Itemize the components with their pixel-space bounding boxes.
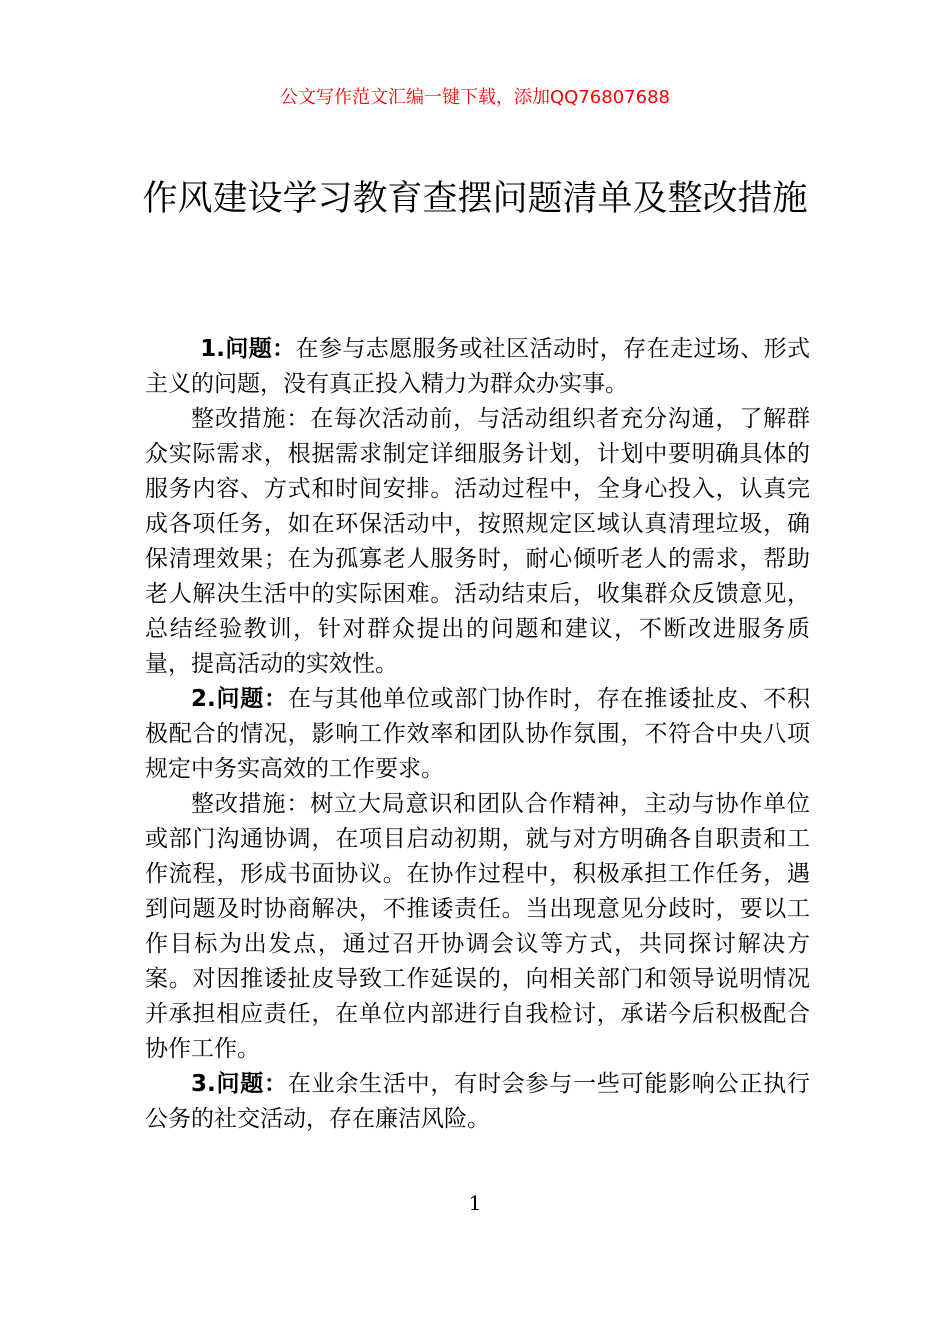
problem-paragraph-3 xyxy=(145,1067,810,1137)
problem-text-3: 在业余生活中，有时会参与一些可能影响公正执行公务的社交活动，存在廉洁风险。 xyxy=(145,1071,810,1132)
problem-label-1: 1.问题： xyxy=(200,336,296,362)
problem-paragraph-1 xyxy=(145,332,810,402)
problem-text-2: 在与其他单位或部门协作时，存在推诿扯皮、不积极配合的情况，影响工作效率和团队协作氛围，不符合中央八项规定中务实高效的工作要求。 xyxy=(145,686,810,782)
problem-label-2: 2.问题： xyxy=(191,686,288,712)
measure-paragraph-2: 整改措施：树立大局意识和团队合作精神，主动与协作单位或部门沟通协调，在项目启动初期，就与对方明确各自职责和工作流程，形成书面协议。在协作过程中，积极承担工作任务，遇到问题及时协商解决，不推诿责任。当出现意见分歧时，要以工作目标为出发点，通过召开协调会议等方式，共同探讨解决方案。对因推诿扯皮导致工作延误的，向相关部门和领导说明情况并承担相应责任，在单位内部进行自我检讨，承诺今后积极配合协作工作。 xyxy=(145,791,810,1062)
document-title: 作风建设学习教育查摆问题清单及整改措施 xyxy=(142,179,808,219)
document-body xyxy=(145,332,810,1137)
problem-label-3: 3.问题： xyxy=(191,1071,288,1097)
problem-paragraph-2 xyxy=(145,682,810,787)
measure-paragraph-1: 整改措施：在每次活动前，与活动组织者充分沟通，了解群众实际需求，根据需求制定详细服务计划，计划中要明确具体的服务内容、方式和时间安排。活动过程中，全身心投入，认真完成各项任务，如在环保活动中，按照规定区域认真清理垃圾，确保清理效果；在为孤寡老人服务时，耐心倾听老人的需求，帮助老人解决生活中的实际困难。活动结束后，收集群众反馈意见，总结经验教训，针对群众提出的问题和建议，不断改进服务质量，提高活动的实效性。 xyxy=(145,406,810,677)
page-number: 1 xyxy=(468,1191,482,1215)
download-banner: 公文写作范文汇编一键下载，添加QQ76807688 xyxy=(280,87,670,108)
problem-text-1: 在参与志愿服务或社区活动时，存在走过场、形式主义的问题，没有真正投入精力为群众办实事。 xyxy=(145,336,810,397)
